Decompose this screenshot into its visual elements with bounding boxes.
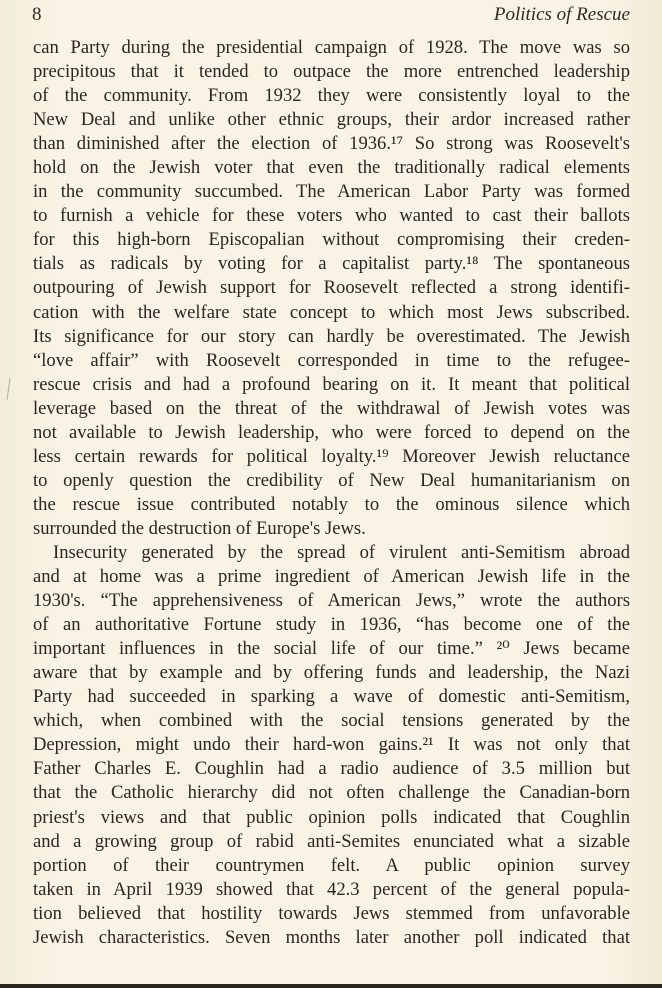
text-line: cation with the welfare state concept to which most Jews subscribed. (33, 301, 630, 323)
text-line: portion of their countrymen felt. A public opinion survey (33, 854, 630, 876)
text-line: of an authoritative Fortune study in 1936, “has become one of the (33, 614, 630, 636)
running-head: Politics of Rescue (493, 4, 630, 25)
text-line: leverage based on the threat of the withdrawal of Jewish votes was (33, 397, 630, 419)
text-line: taken in April 1939 showed that 42.3 percent of the general popula- (33, 878, 630, 900)
text-line: aware that by example and by offering funds and leadership, the Nazi (33, 662, 630, 684)
text-line: and at home was a prime ingredient of American Jewish life in the (33, 566, 630, 588)
text-line: tion believed that hostility towards Jews stemmed from unfavorable (33, 902, 630, 924)
text-line: of the community. From 1932 they were consistently loyal to the (33, 85, 630, 107)
text-line: than diminished after the election of 1936.¹⁷ So strong was Roosevelt's (33, 133, 630, 155)
text-line: in the community succumbed. The American Labor Party was formed (33, 181, 630, 203)
page-number: 8 (32, 4, 42, 25)
text-line: Depression, might undo their hard-won gains.²¹ It was not only that (33, 734, 630, 756)
text-line: 1930's. “The apprehensiveness of American Jews,” wrote the authors (33, 590, 630, 612)
text-line: Father Charles E. Coughlin had a radio audience of 3.5 million but (33, 758, 630, 780)
body-text (33, 36, 630, 950)
text-line: “love affair” with Roosevelt corresponded in time to the refugee- (33, 349, 630, 371)
text-line: to furnish a vehicle for these voters who wanted to cast their ballots (33, 205, 630, 227)
text-line: not available to Jewish leadership, who were forced to depend on the (33, 421, 630, 443)
page-bottom-edge (0, 984, 662, 988)
text-line: and a growing group of rabid anti-Semites enunciated what a sizable (33, 830, 630, 852)
text-line: tials as radicals by voting for a capitalist party.¹⁸ The spontaneous (33, 253, 630, 275)
margin-pencil-mark (6, 378, 10, 400)
text-line: the rescue issue contributed notably to the ominous silence which (33, 493, 630, 515)
text-line: that the Catholic hierarchy did not often challenge the Canadian-born (33, 782, 630, 804)
text-line: Insecurity generated by the spread of virulent anti-Semitism abroad (53, 541, 630, 563)
text-line: New Deal and unlike other ethnic groups, their ardor increased rather (33, 109, 630, 131)
text-line: rescue crisis and had a profound bearing on it. It meant that political (33, 373, 630, 395)
text-line: precipitous that it tended to outpace the more entrenched leadership (33, 61, 630, 83)
text-line: Its significance for our story can hardly be overestimated. The Jewish (33, 325, 630, 347)
text-line: for this high-born Episcopalian without compromising their creden- (33, 229, 630, 251)
text-line: which, when combined with the social tensions generated by the (33, 710, 630, 732)
text-line: surrounded the destruction of Europe's Jews. (33, 517, 366, 539)
text-line: less certain rewards for political loyalty.¹⁹ Moreover Jewish reluctance (33, 445, 630, 467)
text-line: Party had succeeded in sparking a wave of domestic anti-Semitism, (33, 686, 630, 708)
text-line: important influences in the social life of our time.” ²⁰ Jews became (33, 638, 630, 660)
text-line: can Party during the presidential campaign of 1928. The move was so (33, 37, 630, 58)
text-line: outpouring of Jewish support for Roosevelt reflected a strong identifi- (33, 277, 630, 299)
text-line: hold on the Jewish voter that even the traditionally radical elements (33, 157, 630, 179)
text-line: priest's views and that public opinion polls indicated that Coughlin (33, 806, 630, 828)
page-header (28, 2, 630, 28)
text-line: Jewish characteristics. Seven months later another poll indicated that (33, 926, 630, 948)
text-line: to openly question the credibility of New Deal humanitarianism on (33, 469, 630, 491)
